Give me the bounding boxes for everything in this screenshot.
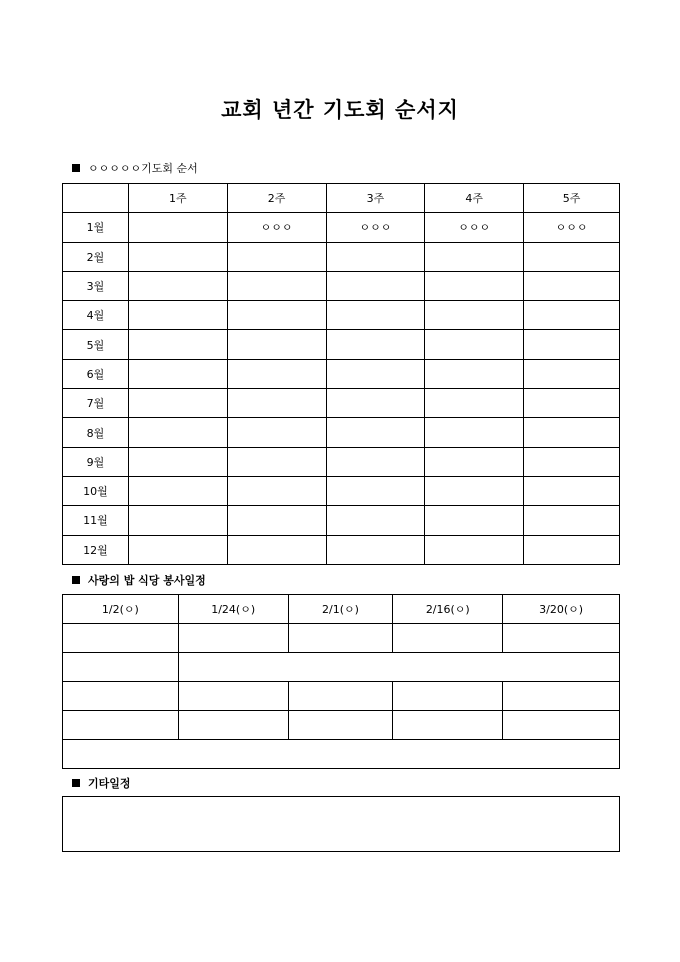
table-cell bbox=[425, 447, 524, 476]
meal-date-header: 2/16(ㅇ) bbox=[393, 595, 503, 624]
prayer-order-table bbox=[62, 183, 620, 565]
table-cell bbox=[128, 213, 227, 242]
table-cell bbox=[288, 682, 393, 711]
table-row bbox=[63, 301, 620, 330]
table-cell bbox=[178, 682, 288, 711]
table-cell bbox=[503, 711, 620, 740]
table-row bbox=[63, 389, 620, 418]
table-cell bbox=[425, 359, 524, 388]
table-cell bbox=[288, 711, 393, 740]
table-row bbox=[63, 624, 620, 653]
table-cell bbox=[227, 506, 326, 535]
table-cell bbox=[326, 330, 425, 359]
table-cell bbox=[227, 418, 326, 447]
table-row bbox=[63, 418, 620, 447]
table-cell bbox=[425, 389, 524, 418]
month-label: 7월 bbox=[63, 389, 129, 418]
month-label: 8월 bbox=[63, 418, 129, 447]
table-cell bbox=[63, 682, 179, 711]
table-row bbox=[63, 359, 620, 388]
table-cell bbox=[128, 447, 227, 476]
table-cell bbox=[503, 624, 620, 653]
other-heading-text: 기타일정 bbox=[88, 777, 131, 790]
week-header: 1주 bbox=[128, 184, 227, 213]
table-cell bbox=[326, 535, 425, 564]
table-cell bbox=[128, 330, 227, 359]
table-cell bbox=[128, 418, 227, 447]
table-row bbox=[63, 506, 620, 535]
table-cell bbox=[63, 653, 179, 682]
table-cell bbox=[326, 389, 425, 418]
table-cell bbox=[425, 271, 524, 300]
meal-section-heading bbox=[72, 572, 206, 588]
meal-date-header: 1/24(ㅇ) bbox=[178, 595, 288, 624]
week-header: 4주 bbox=[425, 184, 524, 213]
month-label: 4월 bbox=[63, 301, 129, 330]
table-cell bbox=[128, 242, 227, 271]
table-cell bbox=[178, 711, 288, 740]
meal-date-header: 3/20(ㅇ) bbox=[503, 595, 620, 624]
table-cell bbox=[524, 330, 620, 359]
meal-date-header: 1/2(ㅇ) bbox=[63, 595, 179, 624]
other-schedule-box bbox=[62, 796, 620, 852]
table-cell bbox=[227, 242, 326, 271]
meal-service-table bbox=[62, 594, 620, 769]
table-cell bbox=[227, 359, 326, 388]
table-cell bbox=[524, 359, 620, 388]
table-cell bbox=[425, 535, 524, 564]
table-cell bbox=[227, 389, 326, 418]
table-cell bbox=[425, 330, 524, 359]
table-cell bbox=[326, 447, 425, 476]
table-cell: ㅇㅇㅇ bbox=[524, 213, 620, 242]
week-header: 2주 bbox=[227, 184, 326, 213]
table-cell bbox=[524, 535, 620, 564]
table-cell bbox=[524, 476, 620, 505]
table-cell bbox=[326, 271, 425, 300]
table-cell bbox=[178, 624, 288, 653]
table-header-row bbox=[63, 595, 620, 624]
table-cell bbox=[326, 418, 425, 447]
table-cell bbox=[524, 271, 620, 300]
table-cell bbox=[227, 271, 326, 300]
table-cell bbox=[227, 447, 326, 476]
table-cell bbox=[63, 624, 179, 653]
table-cell bbox=[63, 711, 179, 740]
table-cell bbox=[524, 389, 620, 418]
table-cell bbox=[425, 476, 524, 505]
table-cell: ㅇㅇㅇ bbox=[425, 213, 524, 242]
merged-cell bbox=[178, 653, 619, 682]
table-row bbox=[63, 330, 620, 359]
month-label: 2월 bbox=[63, 242, 129, 271]
table-cell bbox=[128, 389, 227, 418]
table-header-row bbox=[63, 184, 620, 213]
meal-date-header: 2/1(ㅇ) bbox=[288, 595, 393, 624]
table-cell bbox=[326, 506, 425, 535]
month-label: 11월 bbox=[63, 506, 129, 535]
table-row bbox=[63, 740, 620, 769]
corner-cell bbox=[63, 184, 129, 213]
table-cell bbox=[128, 359, 227, 388]
prayer-table-body bbox=[63, 213, 620, 565]
table-cell bbox=[128, 301, 227, 330]
table-cell bbox=[524, 301, 620, 330]
table-cell bbox=[128, 476, 227, 505]
other-section-heading bbox=[72, 775, 131, 791]
table-cell bbox=[524, 506, 620, 535]
table-cell bbox=[227, 330, 326, 359]
table-cell bbox=[128, 271, 227, 300]
week-header: 3주 bbox=[326, 184, 425, 213]
table-cell bbox=[128, 506, 227, 535]
table-cell bbox=[425, 242, 524, 271]
month-label: 12월 bbox=[63, 535, 129, 564]
table-cell bbox=[524, 242, 620, 271]
table-cell: ㅇㅇㅇ bbox=[326, 213, 425, 242]
prayer-heading-text: ㅇㅇㅇㅇㅇ기도회 순서 bbox=[88, 162, 198, 175]
table-row bbox=[63, 447, 620, 476]
table-cell bbox=[524, 418, 620, 447]
month-label: 3월 bbox=[63, 271, 129, 300]
table-cell bbox=[503, 682, 620, 711]
table-cell bbox=[227, 476, 326, 505]
table-cell bbox=[425, 301, 524, 330]
week-header: 5주 bbox=[524, 184, 620, 213]
table-row bbox=[63, 271, 620, 300]
page-title: 교회 년간 기도회 순서지 bbox=[221, 98, 459, 122]
table-row bbox=[63, 535, 620, 564]
table-cell: ㅇㅇㅇ bbox=[227, 213, 326, 242]
table-cell bbox=[425, 418, 524, 447]
table-cell bbox=[393, 711, 503, 740]
table-cell bbox=[288, 624, 393, 653]
month-label: 10월 bbox=[63, 476, 129, 505]
table-cell bbox=[326, 359, 425, 388]
month-label: 5월 bbox=[63, 330, 129, 359]
table-row bbox=[63, 476, 620, 505]
month-label: 1월 bbox=[63, 213, 129, 242]
table-cell bbox=[393, 682, 503, 711]
table-cell bbox=[326, 301, 425, 330]
table-cell bbox=[393, 624, 503, 653]
table-cell bbox=[227, 301, 326, 330]
table-row bbox=[63, 242, 620, 271]
month-label: 9월 bbox=[63, 447, 129, 476]
table-cell bbox=[524, 447, 620, 476]
table-cell bbox=[425, 506, 524, 535]
merged-cell bbox=[63, 740, 620, 769]
table-cell bbox=[227, 535, 326, 564]
table-row bbox=[63, 711, 620, 740]
square-bullet-icon bbox=[72, 576, 80, 584]
prayer-section-heading bbox=[72, 160, 198, 176]
meal-heading-text: 사랑의 밥 식당 봉사일정 bbox=[88, 574, 206, 587]
table-cell bbox=[326, 242, 425, 271]
table-cell bbox=[326, 476, 425, 505]
table-cell bbox=[128, 535, 227, 564]
month-label: 6월 bbox=[63, 359, 129, 388]
table-row bbox=[63, 682, 620, 711]
square-bullet-icon bbox=[72, 779, 80, 787]
square-bullet-icon bbox=[72, 164, 80, 172]
table-row bbox=[63, 213, 620, 242]
table-row bbox=[63, 653, 620, 682]
